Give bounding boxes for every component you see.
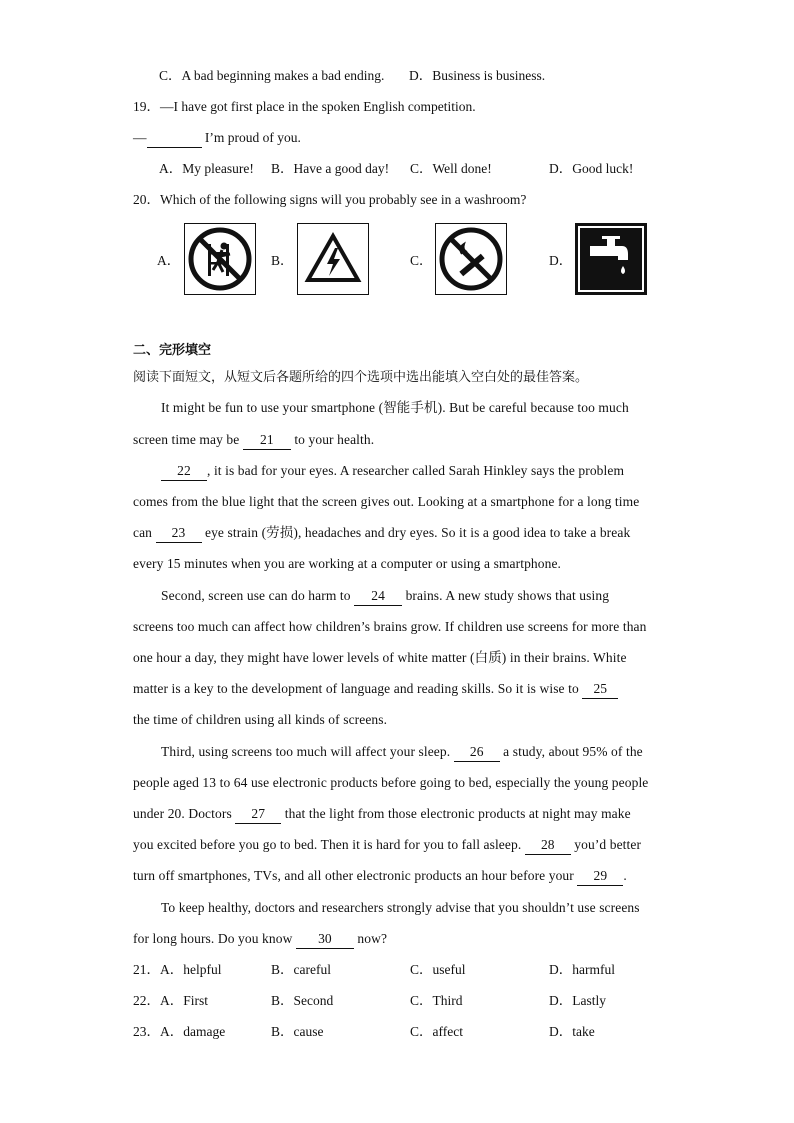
option-c: C．useful — [410, 962, 466, 977]
no-climbing-sign-icon — [184, 223, 256, 295]
text-run: brains. A new study shows that using — [402, 588, 610, 603]
text-run: you excited before you go to bed. Then it is hard for you to fall asleep. — [133, 837, 525, 852]
blank-29: 29 — [577, 867, 623, 886]
text-run: for long hours. Do you know — [133, 931, 296, 946]
passage-line — [161, 587, 609, 606]
blank-30: 30 — [296, 930, 354, 949]
q19-option-d: D．Good luck! — [549, 161, 634, 176]
q19-option-b: B．Have a good day! — [271, 161, 390, 176]
passage-line — [133, 524, 630, 543]
question-number: 23． — [133, 1024, 160, 1039]
passage-line — [133, 805, 631, 824]
option-b: B．Second — [271, 993, 334, 1008]
q18-option-d: D．Business is business. — [409, 68, 546, 83]
q19-option-a: A．My pleasure! — [159, 161, 254, 176]
passage-line — [133, 930, 387, 949]
question-number: 22． — [133, 993, 160, 1008]
text-run: that the light from those electronic products at night may make — [281, 806, 631, 821]
passage-line — [133, 867, 627, 886]
answer-row — [133, 992, 208, 1010]
high-voltage-warning-icon — [297, 223, 369, 295]
option-d: D．harmful — [549, 962, 615, 977]
option-a: A．damage — [160, 1024, 226, 1039]
passage-line: comes from the blue light that the screen gives out. Looking at a smartphone for a long time — [133, 494, 640, 509]
passage-line — [161, 462, 624, 481]
q20-label-c: C． — [410, 253, 433, 268]
q19-reply — [133, 129, 301, 148]
q19-blank — [147, 129, 202, 148]
text-run: turn off smartphones, TVs, and all other electronic products an hour before your — [133, 868, 578, 883]
passage-line — [133, 431, 374, 450]
text-run: Third, using screens too much will affect your sleep. — [161, 744, 454, 759]
answer-row — [133, 961, 222, 979]
passage-line: one hour a day, they might have lower levels of white matter (白质) in their brains. White — [133, 650, 627, 665]
passage-line: the time of children using all kinds of screens. — [133, 712, 388, 727]
text-run: a study, about 95% of the — [499, 744, 643, 759]
option-d: D．take — [549, 1024, 595, 1039]
blank-25: 25 — [582, 680, 618, 699]
blank-28: 28 — [525, 836, 571, 855]
option-c: C．Third — [410, 993, 463, 1008]
blank-24: 24 — [354, 587, 402, 606]
option-b: B．careful — [271, 962, 331, 977]
q20-label-d: D． — [549, 253, 573, 268]
passage-line — [161, 743, 643, 762]
passage-line: It might be fun to use your smartphone (智能手机). But be careful because too much — [161, 400, 629, 415]
option-d: D．Lastly — [549, 993, 606, 1008]
option-c: C．affect — [410, 1024, 463, 1039]
text-run: . — [623, 868, 627, 883]
section-instruction: 阅读下面短文，从短文后各题所给的四个选项中选出能填入空白处的最佳答案。 — [133, 370, 589, 385]
text-run: now? — [353, 931, 388, 946]
text-run: you’d better — [570, 837, 642, 852]
q20-label-a: A． — [157, 253, 181, 268]
passage-line: screens too much can affect how children’s brains grow. If children use screens for more than — [133, 619, 647, 634]
option-a: A．First — [160, 993, 209, 1008]
text-run: Second, screen use can do harm to — [161, 588, 355, 603]
option-b: B．cause — [271, 1024, 324, 1039]
q20-stem: 20．Which of the following signs will you probably see in a washroom? — [133, 192, 527, 207]
passage-line: To keep healthy, doctors and researchers strongly advise that you shouldn’t use screens — [161, 900, 640, 915]
q19-option-c: C．Well done! — [410, 161, 492, 176]
no-smoking-sign-icon — [435, 223, 507, 295]
q18-option-c: C．A bad beginning makes a bad ending. — [159, 68, 385, 83]
passage-line: people aged 13 to 64 use electronic products before going to bed, especially the young people — [133, 775, 649, 790]
q19-stem: 19．—I have got first place in the spoken English competition. — [133, 99, 476, 114]
blank-23: 23 — [156, 524, 202, 543]
text-run: eye strain (劳损), headaches and dry eyes. So it is a good idea to take a break — [201, 525, 631, 540]
reply-text: I’m proud of you. — [201, 130, 301, 145]
text-run: to your health. — [290, 432, 375, 447]
text-run: matter is a key to the development of language and reading skills. So it is wise to — [133, 681, 583, 696]
passage-line — [133, 836, 641, 855]
option-a: A．helpful — [160, 962, 222, 977]
blank-21: 21 — [243, 431, 291, 450]
blank-26: 26 — [454, 743, 500, 762]
section-heading: 二、完形填空 — [133, 343, 212, 358]
reply-dash: — — [133, 130, 147, 145]
passage-line — [133, 680, 618, 699]
passage-line: every 15 minutes when you are working at a computer or using a smartphone. — [133, 556, 562, 571]
text-run: , it is bad for your eyes. A researcher called Sarah Hinkley says the problem — [207, 463, 625, 478]
text-run: screen time may be — [133, 432, 243, 447]
q20-label-b: B． — [271, 253, 294, 268]
blank-22: 22 — [161, 462, 207, 481]
answer-row — [133, 1023, 225, 1041]
question-number: 21． — [133, 962, 160, 977]
blank-27: 27 — [235, 805, 281, 824]
text-run: can — [133, 525, 156, 540]
text-run: under 20. Doctors — [133, 806, 236, 821]
water-tap-icon — [575, 223, 647, 295]
